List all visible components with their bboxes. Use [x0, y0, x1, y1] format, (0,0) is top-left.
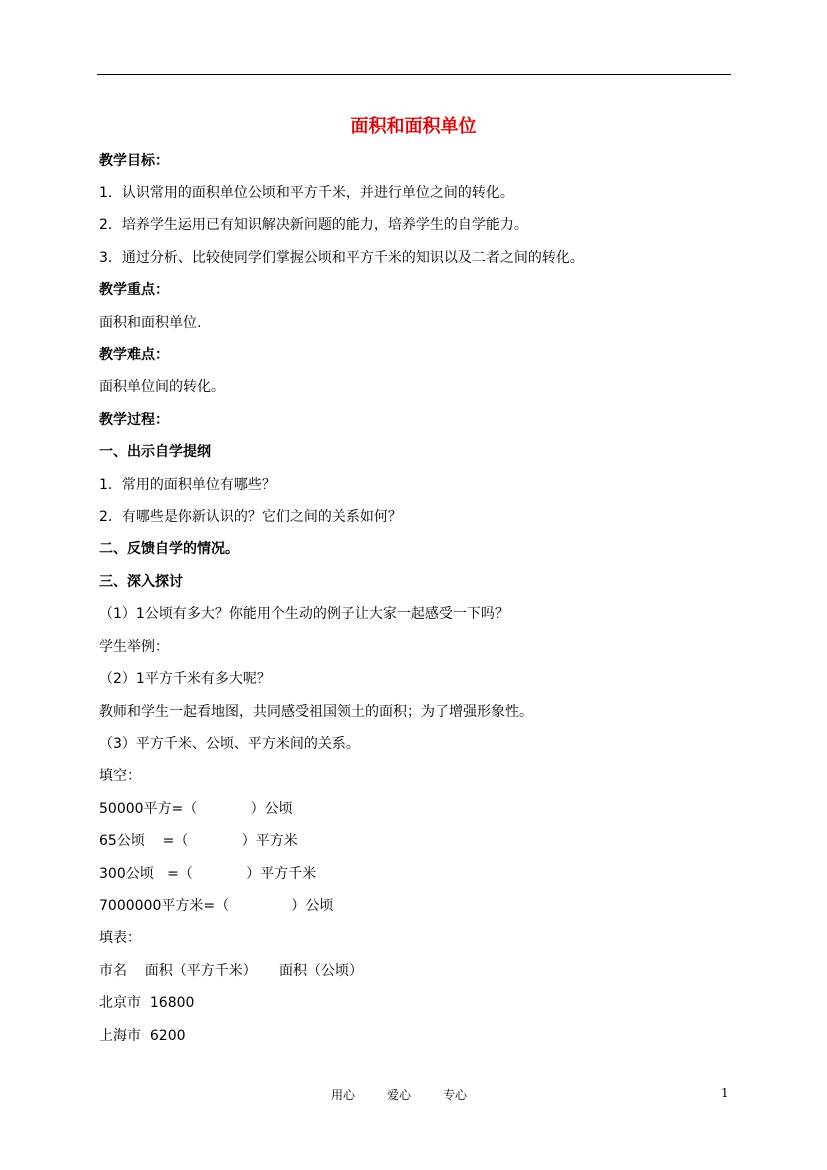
body-line: 1．认识常用的面积单位公顷和平方千米，并进行单位之间的转化。: [99, 185, 514, 201]
body-line: 3．通过分析、比较使同学们掌握公顷和平方千米的知识以及二者之间的转化。: [99, 250, 584, 266]
body-line: 1．常用的面积单位有哪些？: [99, 477, 276, 493]
body-line: （1）1公顷有多大？你能用个生动的例子让大家一起感受一下吗？: [99, 606, 509, 622]
body-line: （3）平方千米、公顷、平方米间的关系。: [99, 736, 360, 752]
body-line: 教学目标：: [99, 153, 169, 169]
body-line: 2．有哪些是你新认识的？它们之间的关系如何？: [99, 509, 402, 525]
document-title: 面积和面积单位: [350, 116, 477, 137]
body-line: （2）1平方千米有多大呢？: [99, 671, 271, 687]
body-line: 面积和面积单位.: [99, 315, 202, 331]
page-number: 1: [721, 1086, 729, 1100]
body-line: 50000平方=（ ）公顷: [99, 801, 293, 817]
body-line: 65公顷 =（ ）平方米: [99, 833, 298, 849]
body-line: 填表：: [99, 930, 141, 946]
body-line: 教学重点：: [99, 282, 169, 298]
body-line: 教师和学生一起看地图，共同感受祖国领土的面积；为了增强形象性。: [99, 704, 533, 720]
body-line: 教学难点：: [99, 347, 169, 363]
body-line: 北京市 16800: [99, 995, 195, 1011]
header-rule: [97, 74, 731, 75]
body-line: 7000000平方米=（ ）公顷: [99, 898, 334, 914]
body-line: 上海市 6200: [99, 1028, 186, 1044]
body-line: 面积单位间的转化。: [99, 379, 225, 395]
footer-motto-2: 爱心: [387, 1088, 412, 1102]
body-line: 2．培养学生运用已有知识解决新问题的能力，培养学生的自学能力。: [99, 217, 528, 233]
body-line: 填空：: [99, 768, 141, 784]
body-line: 300公顷 =（ ）平方千米: [99, 866, 317, 882]
body-line: 二、反馈自学的情况。: [99, 541, 239, 557]
body-line: 三、深入探讨: [99, 574, 183, 590]
footer-motto-1: 用心: [331, 1088, 356, 1102]
footer-motto-3: 专心: [443, 1088, 468, 1102]
body-line: 教学过程：: [99, 412, 169, 428]
body-line: 市名 面积（平方千米） 面积（公顷）: [99, 963, 364, 979]
body-line: 一、出示自学提纲: [99, 444, 211, 460]
body-line: 学生举例：: [99, 639, 169, 655]
